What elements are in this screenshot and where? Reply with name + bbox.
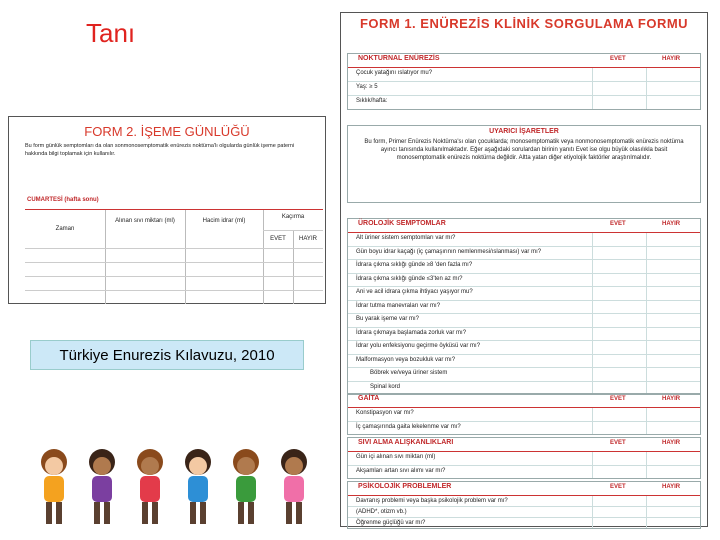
child-figure: [89, 449, 115, 524]
question: İdrara çıkma sıklığı günde ≥8 'den fazla mı?: [356, 262, 473, 268]
gaita-section: [347, 393, 701, 435]
question: İç çamaşırında gaita lekelenme var mı?: [356, 423, 461, 430]
no-header: HAYIR: [662, 221, 681, 227]
col-volume: Hacim idrar (ml): [202, 218, 246, 224]
yes-header: EVET: [610, 56, 626, 62]
nocturnal-section: [347, 53, 701, 110]
child-figure: [281, 449, 307, 524]
child-figure: [137, 449, 163, 524]
question: Sıklık/hafta:: [356, 98, 388, 104]
question: Bu yarak işeme var mı?: [356, 316, 420, 322]
children-illustration: [40, 440, 340, 535]
question: Gün boyu idrar kaçağı (iç çamaşırının nemlenmesi/ıslanması) var mı?: [356, 248, 542, 255]
col-time: Zaman: [55, 226, 75, 232]
question: Konstipasyon var mı?: [356, 410, 414, 416]
gaita-title: GAİTA: [358, 395, 380, 402]
question: Malformasyon veya bozukluk var mı?: [356, 356, 456, 363]
urologic-section: [347, 218, 701, 395]
question: Çocuk yatağını ıslatıyor mu?: [356, 70, 433, 76]
question: İdrar tutma manevraları var mı?: [356, 302, 441, 309]
fluid-section: [347, 437, 701, 479]
voiding-diary-form: [8, 116, 326, 304]
question: Davranış problemi veya başka psikolojik problem var mı?: [356, 498, 508, 504]
yes-header: EVET: [610, 484, 626, 490]
yes-header: EVET: [610, 221, 626, 227]
col-leak-no: HAYIR: [299, 236, 317, 242]
page-title: Tanı: [86, 18, 136, 48]
warning-body: Bu form, Primer Enürezis Noktürna'sı olan çocuklarda; monosemptomatik veya nonmonosemptomatik enürezis noktürna ayırıcı tanısında kullanılmaktadır. Eğer aşağıdaki sorulardan birinin yanıtı Evet ise olgu büyük olasılıkla basit monosemptomatik enürezis noktürna değildir. Altta yatan diğer etiyolojik faktörler araştırılmalıdır.: [364, 139, 684, 161]
warning-title: UYARICI İŞARETLER: [489, 128, 559, 135]
question: Spinal kord: [370, 383, 401, 390]
no-header: HAYIR: [662, 484, 681, 490]
question: Gün içi alınan sıvı miktarı (ml): [356, 454, 436, 460]
question: İdrar yolu enfeksiyonu geçirme öyküsü var mı?: [356, 343, 481, 349]
enuresis-clinic-form: [340, 12, 708, 527]
question: Akşamları artan sıvı alımı var mı?: [356, 467, 446, 474]
child-figure: [41, 449, 67, 524]
question: Öğrenme güçlüğü var mı?: [356, 520, 426, 526]
fluid-title: SIVI ALMA ALIŞKANLIKLARI: [358, 439, 454, 446]
psych-title: PSİKOLOJİK PROBLEMLER: [358, 483, 452, 490]
form2-title: FORM 2. İŞEME GÜNLÜĞÜ: [84, 124, 250, 139]
question: Ani ve acil idrara çıkma ihtiyacı yaşıyor mu?: [356, 289, 473, 295]
col-intake: Alınan sıvı miktarı (ml): [115, 218, 175, 224]
warning-section: [347, 125, 701, 203]
yes-header: EVET: [610, 396, 626, 402]
form2-intro: Bu form günlük semptomları da olan sonmonosemptomatik enürezis noktürna'lı olgularda günlük işeme paterni hakkında bilgi toplamak için kullanılır.: [25, 143, 295, 157]
diary-table: [25, 209, 323, 304]
question: Böbrek ve/veya üriner sistem: [370, 370, 448, 376]
no-header: HAYIR: [662, 56, 681, 62]
col-leak: Kaçırma: [281, 214, 305, 220]
question: Alt üriner sistem semptomları var mı?: [356, 235, 456, 241]
question: Yaş: ≥ 5: [356, 84, 378, 90]
psych-section: [347, 481, 701, 529]
nocturnal-title: NOKTURNAL ENÜREZİS: [358, 55, 440, 62]
col-leak-yes: EVET: [270, 236, 286, 242]
no-header: HAYIR: [662, 440, 681, 446]
source-caption: Türkiye Enurezis Kılavuzu, 2010: [30, 340, 304, 370]
day-label: CUMARTESİ (hafta sonu): [27, 197, 99, 203]
question: İdrara çıkmaya başlamada zorluk var mı?: [356, 329, 467, 336]
yes-header: EVET: [610, 440, 626, 446]
urologic-title: ÜROLOJİK SEMPTOMLAR: [358, 220, 446, 227]
form1-title: FORM 1. ENÜREZİS KLİNİK SORGULAMA FORMU: [359, 16, 689, 31]
question: (ADHD*, otizm vb.): [356, 509, 407, 515]
no-header: HAYIR: [662, 396, 681, 402]
question: İdrara çıkma sıklığı günde ≤3'ten az mı?: [356, 275, 463, 282]
child-figure: [233, 449, 259, 524]
child-figure: [185, 449, 211, 524]
